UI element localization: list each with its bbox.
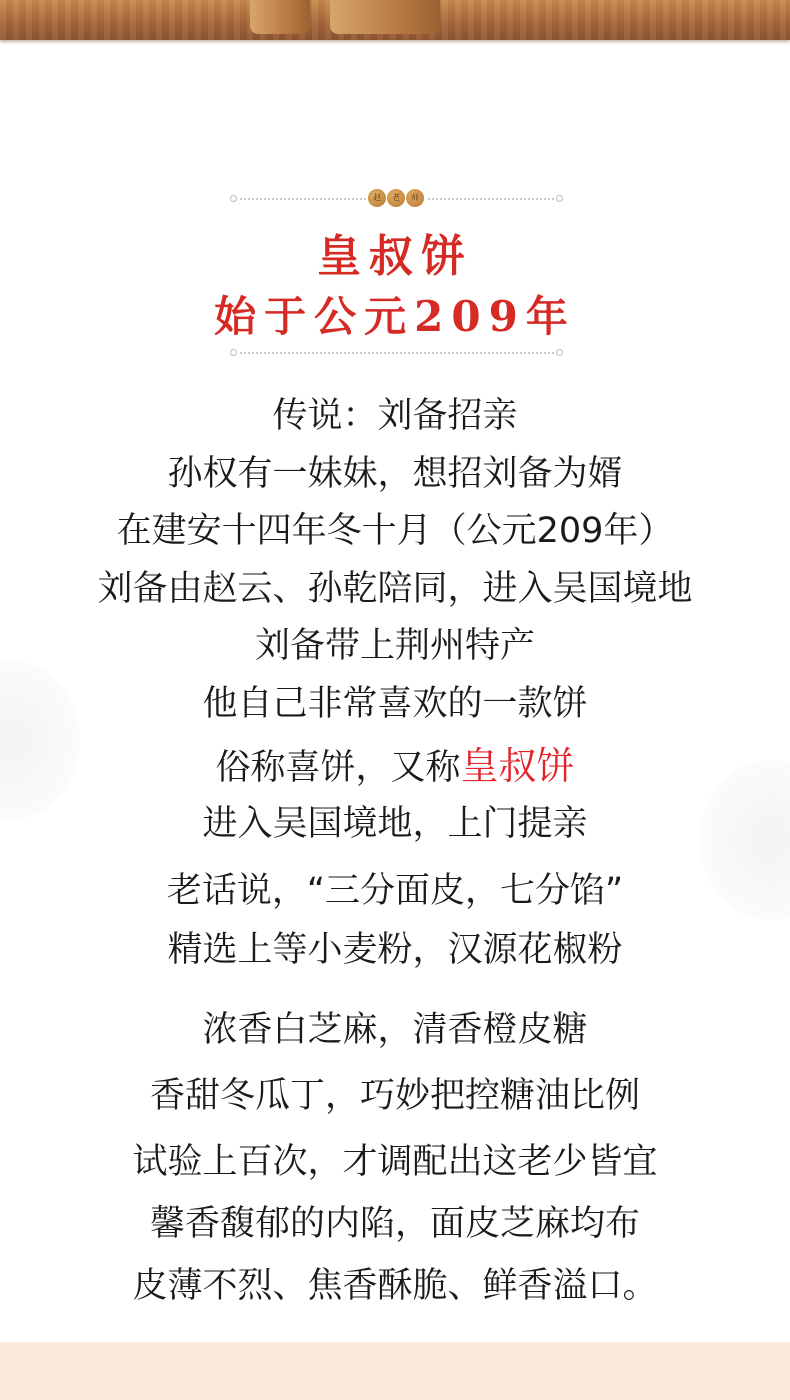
story-line-highlight: [0, 735, 790, 790]
story-line: 老话说，“三分面皮，七分馅”: [166, 871, 624, 911]
story-line: 进入吴国境地，上门提亲: [202, 804, 588, 844]
title-bottom-divider: [0, 342, 790, 362]
story-line: 皮薄不烈、焦香酥脆、鲜香溢口。: [132, 1266, 658, 1306]
story-line: 精选上等小麦粉，汉源花椒粉: [167, 930, 623, 970]
top-wood-banner: [0, 0, 790, 40]
title-line-1: 皇叔饼: [317, 231, 473, 282]
story-line: 传说：刘备招亲: [272, 396, 518, 436]
story-line: 试验上百次，才调配出这老少皆宜: [132, 1142, 658, 1182]
story-line: 浓香白芝麻，清香橙皮糖: [202, 1010, 588, 1050]
seal-badge: 老: [387, 189, 405, 207]
story-line: 孙权有一妹妹，想招刘备为婿: [167, 454, 623, 494]
story-line: 刘备带上荆州特产: [254, 626, 535, 666]
dotted-line: [240, 352, 554, 354]
divider-end-dot: [556, 195, 563, 202]
divider-end-dot: [556, 349, 563, 356]
story-line: 香甜冬瓜丁，巧妙把控糖油比例: [149, 1076, 640, 1116]
bottom-color-band: [0, 1342, 790, 1400]
wood-stick: [330, 0, 440, 34]
highlight-product-name: 皇叔饼: [460, 744, 575, 788]
dotted-line: [240, 198, 366, 200]
dotted-line: [428, 198, 554, 200]
divider-end-dot: [230, 349, 237, 356]
story-line: 他自己非常喜欢的一款饼: [202, 684, 588, 724]
story-line: 在建安十四年冬十月（公元209年）: [116, 511, 674, 551]
seal-badge: 师: [406, 189, 424, 207]
title-top-divider: [0, 188, 790, 208]
wood-stick: [250, 0, 310, 34]
seal-badge: 赵: [368, 189, 386, 207]
story-line: 刘备由赵云、孙乾陪同，进入吴国境地: [97, 569, 693, 609]
story-line: 馨香馥郁的内陷，面皮芝麻均布: [149, 1204, 640, 1244]
divider-end-dot: [230, 195, 237, 202]
title-line-2: 始于公元209年: [214, 292, 576, 341]
story-line-prefix: 俗称喜饼，又称: [215, 748, 461, 788]
